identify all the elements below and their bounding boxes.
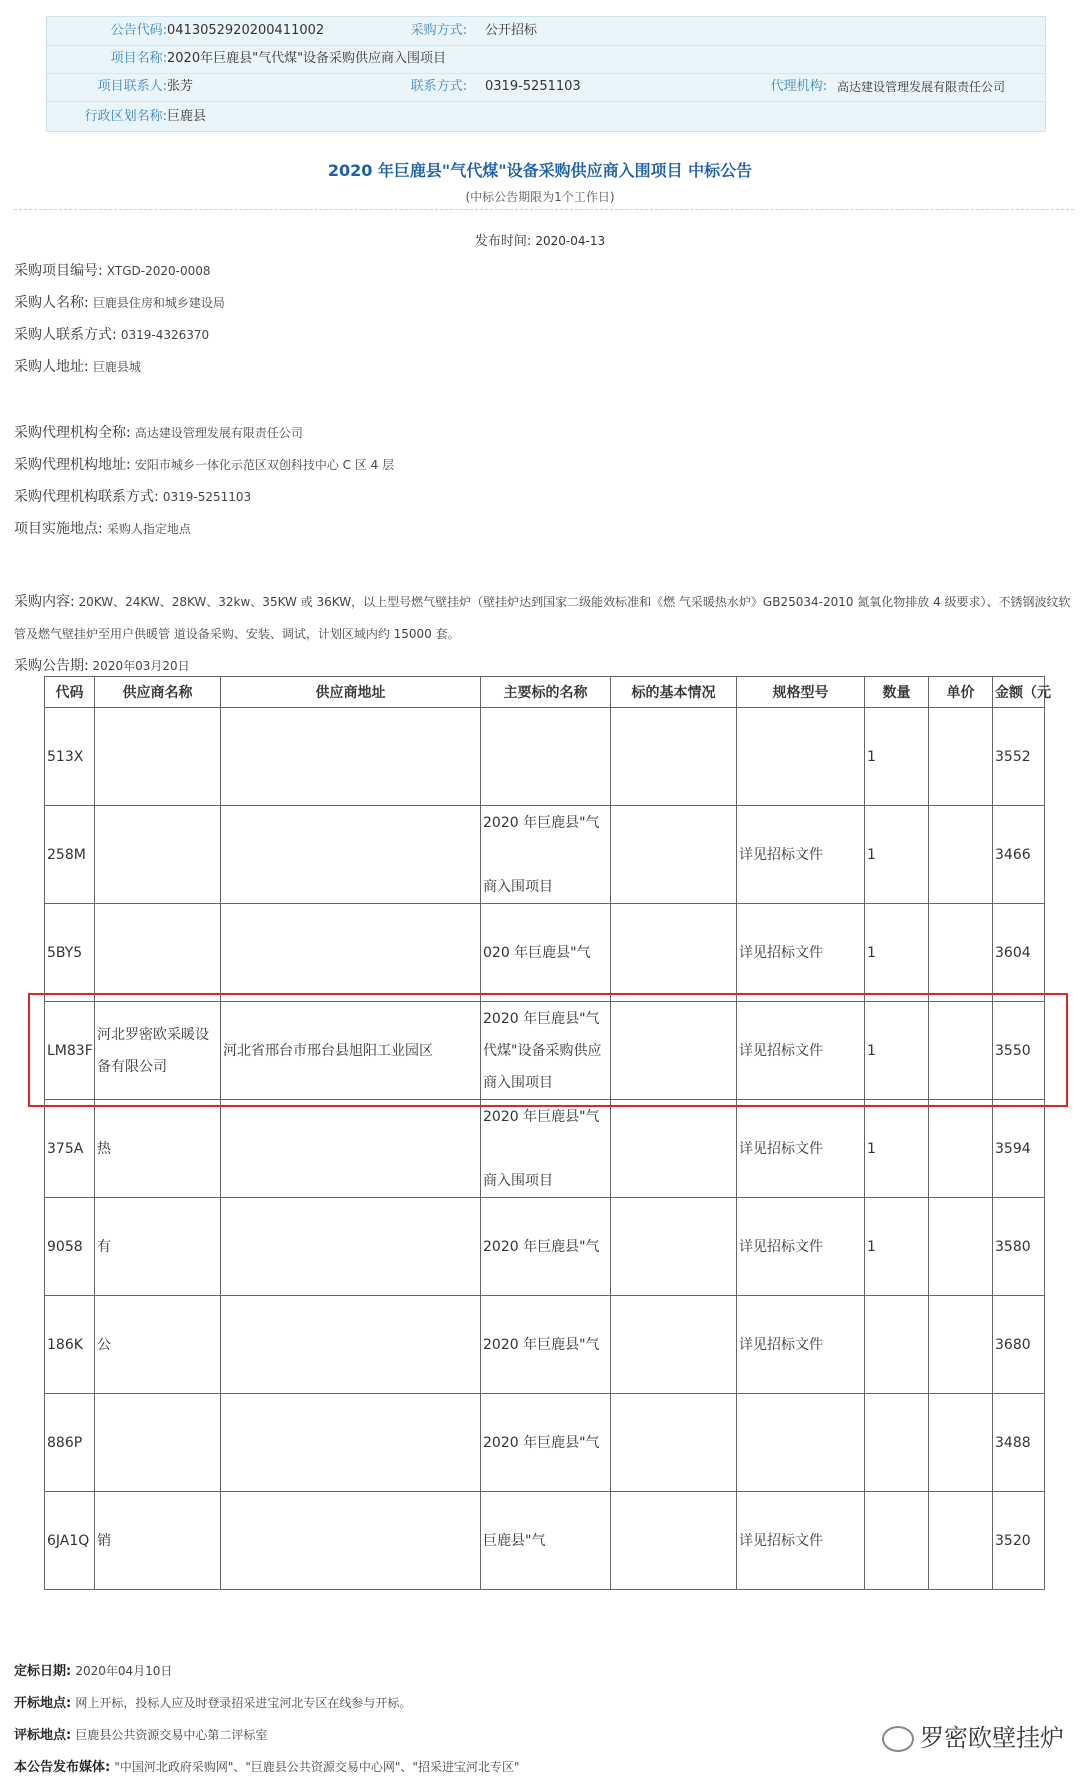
publish-time [0,230,1080,249]
project-info-box [46,16,1046,132]
table-cell [929,1100,993,1198]
field-purchaser-address: 采购人地址: 巨鹿县城 [14,359,141,375]
table-cell [221,806,481,904]
table-cell: 3552 [993,708,1045,806]
info-row-project [47,45,1045,74]
table-cell [865,1296,929,1394]
table-cell: 3466 [993,806,1045,904]
table-cell: 375A [45,1100,95,1198]
table-cell: 河北省邢台市邢台县旭阳工业园区 [221,1002,481,1100]
table-cell [737,708,865,806]
table-cell: 销 [95,1492,221,1590]
method-value: 公开招标 [485,23,538,38]
table-cell [221,1296,481,1394]
project-value: 2020年巨鹿县"气代煤"设备采购供应商入围项目 [167,51,447,66]
col-header: 供应商地址 [221,677,481,708]
table-cell [95,708,221,806]
table-cell: 详见招标文件 [737,904,865,1002]
period-label: 采购公告期: [14,658,89,674]
table-cell: 热 [95,1100,221,1198]
contact-value: 张芳 [167,79,194,94]
table-cell [611,1296,737,1394]
table-row [45,1492,1045,1590]
table-cell: 3550 [993,1002,1045,1100]
table-cell [611,806,737,904]
col-header: 金额（元 [993,677,1045,708]
table-cell: 1 [865,1198,929,1296]
table-header-row [45,677,1045,708]
table-cell [929,1296,993,1394]
bid-results-table [44,676,1051,1590]
table-cell: 020 年巨鹿县"气 [481,904,611,1002]
field-site: 项目实施地点: 采购人指定地点 [14,521,191,537]
col-header: 单价 [929,677,993,708]
field-agency-name: 采购代理机构全称: 高达建设管理发展有限责任公司 [14,425,303,441]
table-cell: 详见招标文件 [737,1100,865,1198]
table-cell [611,1492,737,1590]
project-label: 项目名称: [110,51,167,66]
table-cell: 1 [865,1002,929,1100]
table-cell: 巨鹿县"气 [481,1492,611,1590]
period-value: 2020年03月20日 [92,659,190,673]
table-cell: 1 [865,806,929,904]
table-cell [865,1394,929,1492]
highlighted-row-frame [28,993,1068,1107]
table-cell: 258M [45,806,95,904]
table-cell: 详见招标文件 [737,1296,865,1394]
table-cell [929,1198,993,1296]
notice-code-value: 0413052920200411002 [167,23,325,38]
content-text: 20KW、24KW、28KW、32kw、35KW 或 36KW，以上型号燃气壁挂炉（壁挂炉达到国家二级能效标准和《燃 气采暖热水炉》GB25034-2010 氮氧化物排放 4 级要求）、不锈钢波纹软管及燃气壁挂炉至用户供暖管 道设备采购、安装、调试，计划区域内约 15000 套。 [14,595,1071,641]
agency-label: 代理机构: [770,79,827,94]
table-cell: 9058 [45,1198,95,1296]
wechat-icon [882,1726,914,1752]
table-cell: 2020 年巨鹿县"气 [481,1198,611,1296]
info-row-code [47,17,1045,46]
divider [14,209,1074,210]
table-cell [611,1394,737,1492]
col-header: 供应商名称 [95,677,221,708]
table-row [45,1296,1045,1394]
contact-label: 项目联系人: [97,79,167,94]
table-cell: 详见招标文件 [737,1492,865,1590]
info-row-region [47,103,1045,131]
table-cell: 3680 [993,1296,1045,1394]
table-cell: 1 [865,708,929,806]
table-cell [929,1394,993,1492]
info-row-contact [47,73,1045,102]
col-header: 标的基本情况 [611,677,737,708]
notice-code-label: 公告代码: [110,23,167,38]
watermark: 罗密欧壁挂炉 [882,1718,1064,1753]
footer-media: 本公告发布媒体: "中国河北政府采购网"、"巨鹿县公共资源交易中心网"、"招采进宝河北专区" [14,1760,520,1775]
col-header: 数量 [865,677,929,708]
table-cell: 886P [45,1394,95,1492]
field-agency-address: 采购代理机构地址: 安阳市城乡一体化示范区双创科技中心 C 区 4 层 [14,457,395,473]
table-cell: 2020 年巨鹿县"气 商入围项目 [481,806,611,904]
table-cell: 5BY5 [45,904,95,1002]
table-cell: 3488 [993,1394,1045,1492]
table-cell [611,904,737,1002]
table-cell [611,1198,737,1296]
table-cell [221,1394,481,1492]
region-value: 巨鹿县 [167,109,207,124]
table-cell: 2020 年巨鹿县"气 商入围项目 [481,1100,611,1198]
table-cell: 1 [865,904,929,1002]
table-cell [611,708,737,806]
table-cell: 3580 [993,1198,1045,1296]
phone-value: 0319-5251103 [485,79,581,94]
table-row [45,806,1045,904]
table-cell [865,1492,929,1590]
table-cell [929,806,993,904]
procurement-content [14,586,1072,682]
table-cell: 6JA1Q [45,1492,95,1590]
table-cell [221,1492,481,1590]
table-cell: 详见招标文件 [737,1198,865,1296]
table-cell: 3604 [993,904,1045,1002]
publish-date: 2020-04-13 [535,234,606,248]
field-agency-phone: 采购代理机构联系方式: 0319-5251103 [14,489,252,505]
table-cell [221,1100,481,1198]
table-cell: 公 [95,1296,221,1394]
table-cell: 3594 [993,1100,1045,1198]
field-purchaser-phone: 采购人联系方式: 0319-4326370 [14,327,210,343]
page-title: 2020 年巨鹿县"气代煤"设备采购供应商入围项目 中标公告 [327,161,753,180]
table-cell: 2020 年巨鹿县"气 [481,1296,611,1394]
region-label: 行政区划名称: [84,109,167,124]
table-cell [481,708,611,806]
table-cell: 河北罗密欧采暖设备有限公司 [95,1002,221,1100]
table-cell [929,1492,993,1590]
table-row [45,1198,1045,1296]
publish-label: 发布时间: [474,234,532,249]
col-header: 主要标的名称 [481,677,611,708]
col-header: 代码 [45,677,95,708]
table-cell: 1 [865,1100,929,1198]
table-cell [929,708,993,806]
table-cell [95,904,221,1002]
col-header: 规格型号 [737,677,865,708]
table-cell [95,1394,221,1492]
table-cell: 有 [95,1198,221,1296]
table-row [45,1394,1045,1492]
footer-opening-site: 开标地点: 网上开标，投标人应及时登录招采进宝河北专区在线参与开标。 [14,1696,412,1711]
table-cell: 2020 年巨鹿县"气代煤"设备采购供应商入围项目 [481,1002,611,1100]
table-cell: 3520 [993,1492,1045,1590]
page-subtitle: (中标公告期限为1个工作日) [465,190,615,204]
table-cell [611,1100,737,1198]
table-cell [737,1394,865,1492]
table-cell [221,1198,481,1296]
content-label: 采购内容: [14,594,75,610]
table-cell: 186K [45,1296,95,1394]
field-project-number: 采购项目编号: XTGD-2020-0008 [14,263,211,279]
method-label: 采购方式: [410,23,467,38]
footer-evaluation-site: 评标地点: 巨鹿县公共资源交易中心第二评标室 [14,1728,268,1743]
table-cell: 详见招标文件 [737,1002,865,1100]
footer-award-date: 定标日期: 2020年04月10日 [14,1664,173,1679]
table-cell [221,708,481,806]
table-cell [221,904,481,1002]
table-row [45,1100,1045,1198]
table-cell [95,806,221,904]
table-cell [929,904,993,1002]
table-row [45,708,1045,806]
table-cell: 详见招标文件 [737,806,865,904]
table-cell: 2020 年巨鹿县"气 [481,1394,611,1492]
table-cell: 513X [45,708,95,806]
table-row [45,904,1045,1002]
field-purchaser-name: 采购人名称: 巨鹿县住房和城乡建设局 [14,295,225,311]
table-cell: LM83F [45,1002,95,1100]
phone-label: 联系方式: [410,79,467,94]
agency-value: 高达建设管理发展有限责任公司 [837,80,1006,94]
